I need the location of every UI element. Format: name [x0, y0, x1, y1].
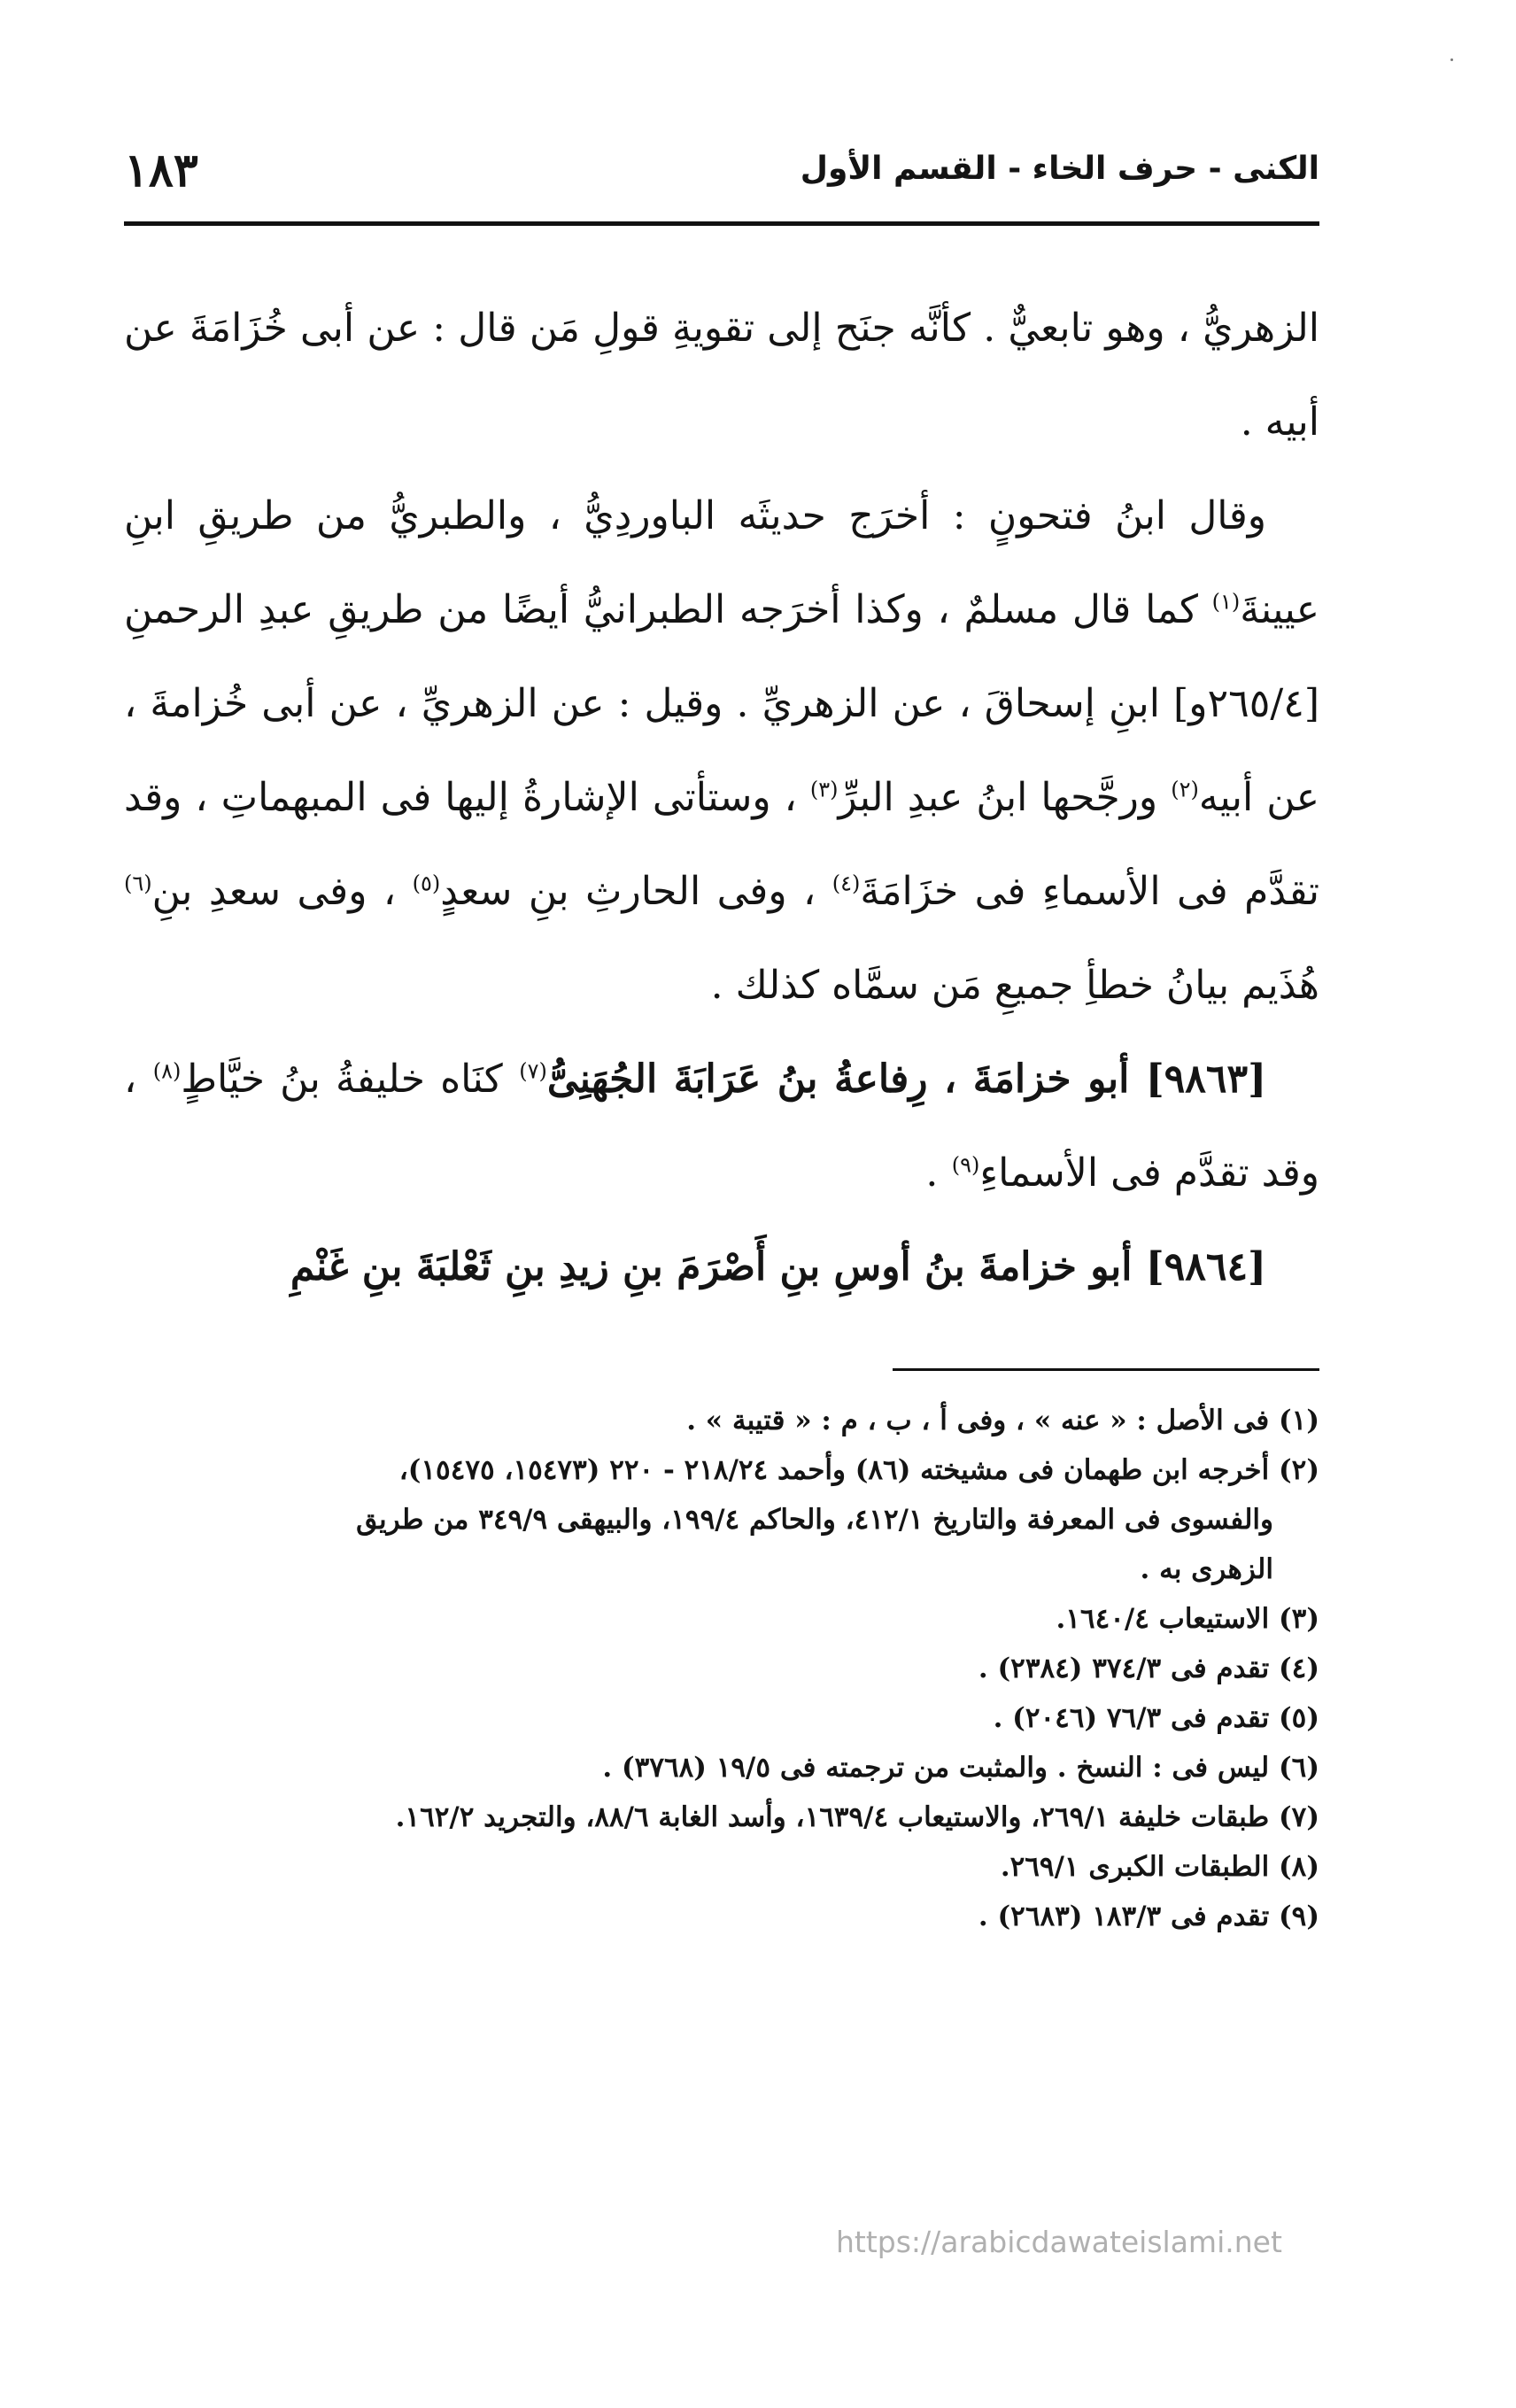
footnote-rule [893, 1368, 1319, 1371]
footnote-ref-8[interactable]: (٨) [152, 1058, 182, 1084]
footnote-3: (٣) الاستيعاب ١٦٤٠/٤. [1056, 1603, 1319, 1635]
footnote-9: (٩) تقدم فى ١٨٣/٣ (٢٦٨٣) . [978, 1901, 1319, 1932]
footnote-8: (٨) الطبقات الكبرى ٢٦٩/١. [1000, 1851, 1319, 1883]
footnote-7: (٧) طبقات خليفة ٢٦٩/١، والاستيعاب ١٦٣٩/٤، وأسد الغابة ٨٨/٦، والتجريد ١٦٢/٢. [395, 1801, 1319, 1833]
text-run: كما قال مسلمٌ ، وكذا أخرَجه الطبرانيُّ أيضًا من طريقِ عبدِ الرحمنِ [٢٦٥/٤و] ابنِ إسحاقَ ، عن الزهريِّ . وقيل : عن الزهريِّ ، عن أبى خُزامةَ ، عن أبيه [124, 587, 1319, 820]
footnote-2: (٢) أخرجه ابن طهمان فى مشيخته (٨٦) وأحمد ٢١٨/٢٤ - ٢٢٠ (١٥٤٧٣، ١٥٤٧٥)، [398, 1454, 1319, 1486]
text-run: ، وفى الحارثِ بنِ سعدٍ [440, 869, 816, 914]
header-title: الكنى - حرف الخاء - القسم الأول [800, 151, 1319, 187]
text-run: ، وفى سعدِ بنِ [151, 869, 397, 914]
entry-9864 [124, 1220, 1319, 1314]
page-number: ١٨٣ [124, 143, 198, 197]
text-run: ، وقد تقدَّم فى الأسماءِ [124, 1057, 1319, 1196]
footnote-ref-3[interactable]: (٣) [809, 777, 839, 802]
paragraph-2 [124, 469, 1319, 1033]
text-run: ورجَّحها ابنُ عبدِ البرِّ [838, 775, 1158, 820]
footnote-2-line-3: الزهرى به . [1140, 1553, 1273, 1585]
footnotes [124, 1396, 1319, 1941]
entry-heading: [٩٨٦٤] أبو خزامةَ بنُ أوسِ بنِ أَصْرَمَ بنِ زيدِ بنِ ثَعْلبَةَ بنِ غَنْمِ [290, 1244, 1266, 1289]
main-text [124, 282, 1319, 1314]
text-run: كنَاه خليفةُ بنُ خيَّاطٍ [181, 1057, 503, 1102]
running-header [124, 143, 1319, 205]
footnote-2-line-2: والفسوى فى المعرفة والتاريخ ٤١٢/١، والحاكم ١٩٩/٤، والبيهقى ٣٤٩/٩ من طريق [356, 1504, 1273, 1536]
footnote-ref-6[interactable]: (٦) [124, 871, 152, 896]
footnote-ref-4[interactable]: (٤) [831, 871, 861, 896]
header-rule [124, 221, 1319, 226]
footnote-ref-9[interactable]: (٩) [951, 1152, 980, 1178]
entry-heading: [٩٨٦٣] أبو خزامَةَ ، رِفاعةُ بنُ عَرَابَةَ الجُهَنِىُّ [546, 1057, 1267, 1102]
text-run: ، وستأتى الإشارةُ إليها فى المبهماتِ ، وقد تقدَّم فى الأسماءِ فى خزَامَةَ [124, 775, 1320, 914]
footnote-ref-2[interactable]: (٢) [1171, 777, 1199, 802]
footnote-1: (١) فى الأصل : « عنه » ، وفى أ ، ب ، م : « قتيبة » . [686, 1405, 1319, 1436]
footnote-ref-7[interactable]: (٧) [519, 1058, 547, 1084]
footnote-ref-1[interactable]: (١) [1211, 589, 1241, 615]
footnote-4: (٤) تقدم فى ٣٧٤/٣ (٢٣٨٤) . [978, 1653, 1319, 1684]
scan-speck [1450, 58, 1453, 61]
entry-9863 [124, 1033, 1319, 1220]
watermark-url: https://arabicdawateislami.net [836, 2225, 1282, 2259]
footnote-ref-5[interactable]: (٥) [412, 871, 441, 896]
text-run: وقال ابنُ فتحونٍ : أخرَج حديثَه الباوردِيُّ ، والطبريُّ من طريقِ ابنِ عيينةَ [124, 493, 1319, 632]
paragraph-1: الزهريُّ ، وهو تابعيٌّ . كأنَّه جنَح إلى تقويةِ قولِ مَن قال : عن أبى خُزَامَةَ عن أبيه . [124, 306, 1319, 445]
footnote-6: (٦) ليس فى : النسخ . والمثبت من ترجمته فى ١٩/٥ (٣٧٦٨) . [602, 1752, 1319, 1784]
text-run: . [925, 1150, 939, 1196]
footnote-5: (٥) تقدم فى ٧٦/٣ (٢٠٤٦) . [993, 1702, 1319, 1734]
text-run: هُذَيم بيانُ خطأِ جميعِ مَن سمَّاه كذلك . [710, 963, 1319, 1008]
